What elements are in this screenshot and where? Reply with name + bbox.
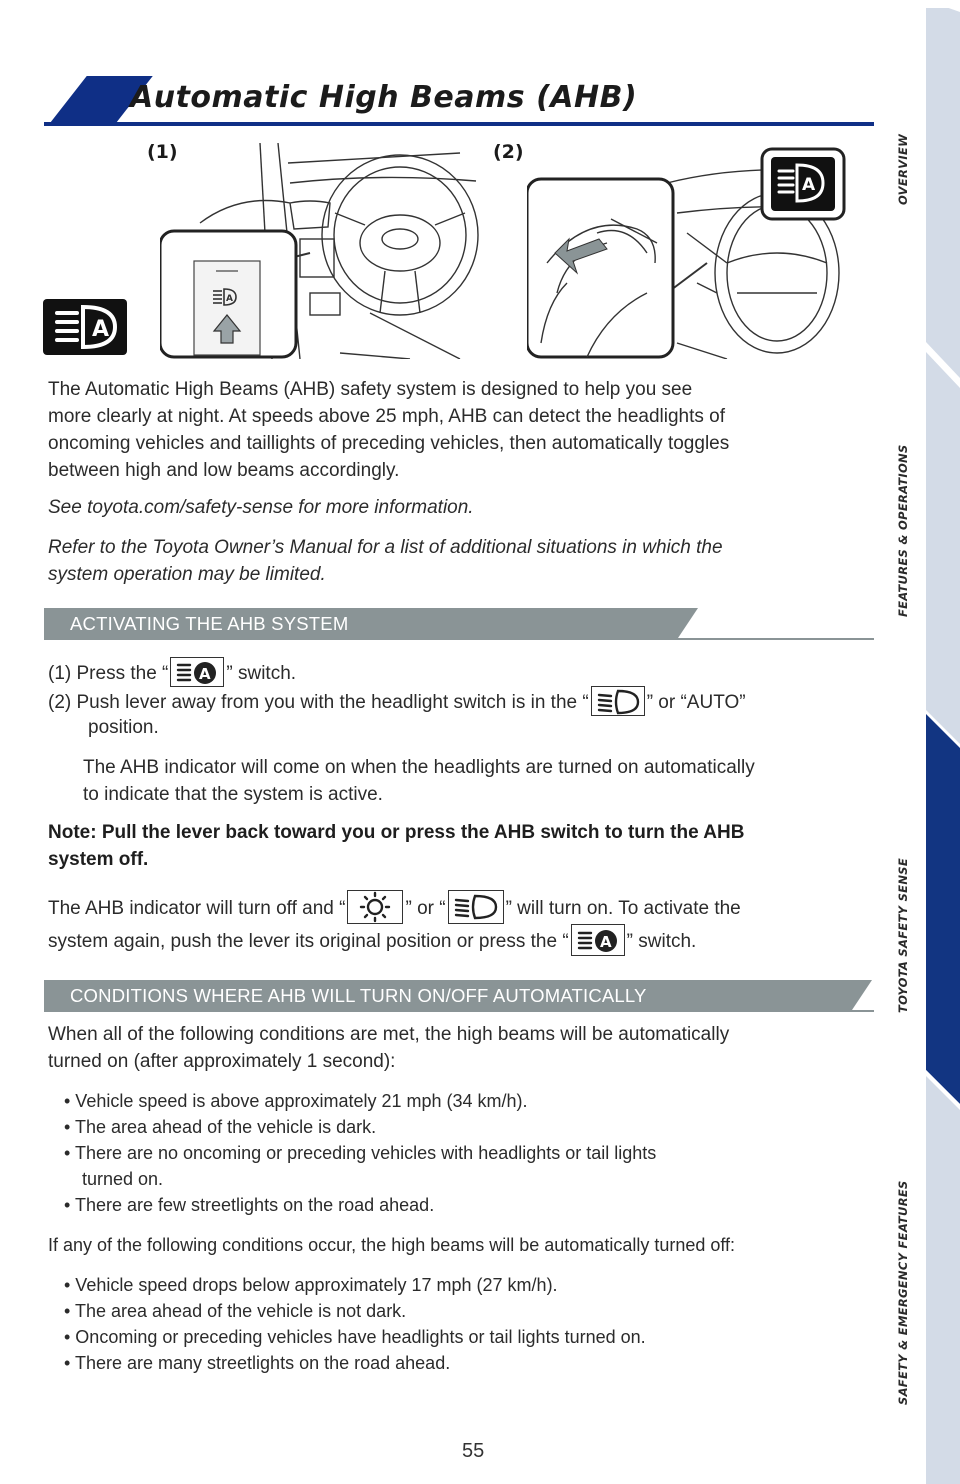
intro-line-2: more clearly at night. At speeds above 25 mph, AHB can detect the headlights of xyxy=(48,406,726,427)
figure-label-2: (2) xyxy=(493,141,524,163)
svg-text:A: A xyxy=(199,664,211,683)
nav-tab-toyota-safety-sense-active[interactable] xyxy=(926,712,960,1104)
low-beam-icon xyxy=(448,890,504,924)
section-conditions-title: CONDITIONS WHERE AHB WILL TURN ON/OFF AUTOMATICALLY xyxy=(70,985,647,1006)
conditions-on-intro-2: turned on (after approximately 1 second): xyxy=(48,1051,396,1072)
step-2 xyxy=(48,689,746,716)
svg-text:A: A xyxy=(92,317,110,342)
list-item: • The area ahead of the vehicle is dark. xyxy=(64,1117,377,1137)
svg-text:A: A xyxy=(599,933,612,951)
ahb-icon-large xyxy=(43,299,127,355)
figure-1-dashboard-illustration xyxy=(160,143,480,359)
nav-label-features-operations[interactable]: FEATURES & OPERATIONS xyxy=(896,444,910,617)
again-text-a: system again, push the lever its original position or press the “ xyxy=(48,931,569,953)
off-text-c: ” will turn on. To activate the xyxy=(505,898,741,920)
nav-label-safety-emergency[interactable]: SAFETY & EMERGENCY FEATURES xyxy=(896,1180,910,1405)
conditions-on-intro-1: When all of the following conditions are met, the high beams will be automatically xyxy=(48,1024,730,1045)
page-title: Automatic High Beams (AHB) xyxy=(130,80,638,115)
off-line-1 xyxy=(48,894,741,924)
figure-label-1: (1) xyxy=(147,141,178,163)
list-item: • There are no oncoming or preceding vehicles with headlights or tail lights xyxy=(64,1143,657,1163)
side-navigation-tabs xyxy=(926,0,960,1484)
list-item: • Oncoming or preceding vehicles have headlights or tail lights turned on. xyxy=(64,1327,646,1347)
step-2-text-b: ” or “AUTO” xyxy=(646,692,746,713)
list-item: • There are many streetlights on the road ahead. xyxy=(64,1353,451,1373)
intro-line-3: oncoming vehicles and taillights of preceding vehicles, then automatically toggles xyxy=(48,433,730,454)
figure-2-lever-illustration xyxy=(527,143,847,359)
ahb-switch-icon-2 xyxy=(571,924,625,956)
indicator-note-1: The AHB indicator will come on when the headlights are turned on automatically xyxy=(83,757,755,778)
section-conditions-header xyxy=(44,980,874,1010)
nav-separator-1 xyxy=(926,342,960,388)
off-line-2 xyxy=(48,928,696,956)
nav-label-overview[interactable]: OVERVIEW xyxy=(896,133,910,205)
step-2-continued: position. xyxy=(88,717,159,738)
title-underline xyxy=(44,122,874,126)
list-item: • There are few streetlights on the road ahead. xyxy=(64,1195,435,1215)
indicator-note-2: to indicate that the system is active. xyxy=(83,784,383,805)
off-text-b: ” or “ xyxy=(405,898,446,920)
intro-line-4: between high and low beams accordingly. xyxy=(48,460,400,481)
list-item: turned on. xyxy=(82,1169,164,1189)
nav-label-toyota-safety-sense[interactable]: TOYOTA SAFETY SENSE xyxy=(896,857,910,1013)
intro-line-1: The Automatic High Beams (AHB) safety system is designed to help you see xyxy=(48,379,693,400)
step-1 xyxy=(48,660,296,687)
auto-headlight-icon xyxy=(347,890,403,924)
headlight-low-beam-icon xyxy=(591,686,645,716)
list-item: • Vehicle speed is above approximately 21 mph (34 km/h). xyxy=(64,1091,528,1111)
off-text-a: The AHB indicator will turn off and “ xyxy=(48,898,346,920)
note-line-2: system off. xyxy=(48,849,149,870)
ahb-switch-icon xyxy=(170,657,224,687)
again-text-b: ” switch. xyxy=(626,931,697,953)
intro-link-note: See toyota.com/safety-sense for more information. xyxy=(48,497,474,518)
step-2-text-a: (2) Push lever away from you with the headlight switch is in the “ xyxy=(48,692,589,713)
svg-text:A: A xyxy=(802,175,816,195)
svg-text:A: A xyxy=(226,294,233,304)
step-1-text-b: ” switch. xyxy=(226,663,297,684)
list-item: • Vehicle speed drops below approximately 17 mph (27 km/h). xyxy=(64,1275,558,1295)
section-activating-header xyxy=(44,608,874,638)
conditions-off-intro: If any of the following conditions occur, the high beams will be automatically turned off: xyxy=(48,1235,736,1255)
intro-manual-note-1: Refer to the Toyota Owner’s Manual for a list of additional situations in which the xyxy=(48,537,723,558)
step-1-text-a: (1) Press the “ xyxy=(48,663,169,684)
intro-manual-note-2: system operation may be limited. xyxy=(48,564,326,585)
note-line-1: Note: Pull the lever back toward you or press the AHB switch to turn the AHB xyxy=(48,822,745,843)
page-number: 55 xyxy=(462,1440,485,1462)
list-item: • The area ahead of the vehicle is not dark. xyxy=(64,1301,407,1321)
section-activating-title: ACTIVATING THE AHB SYSTEM xyxy=(70,613,349,634)
